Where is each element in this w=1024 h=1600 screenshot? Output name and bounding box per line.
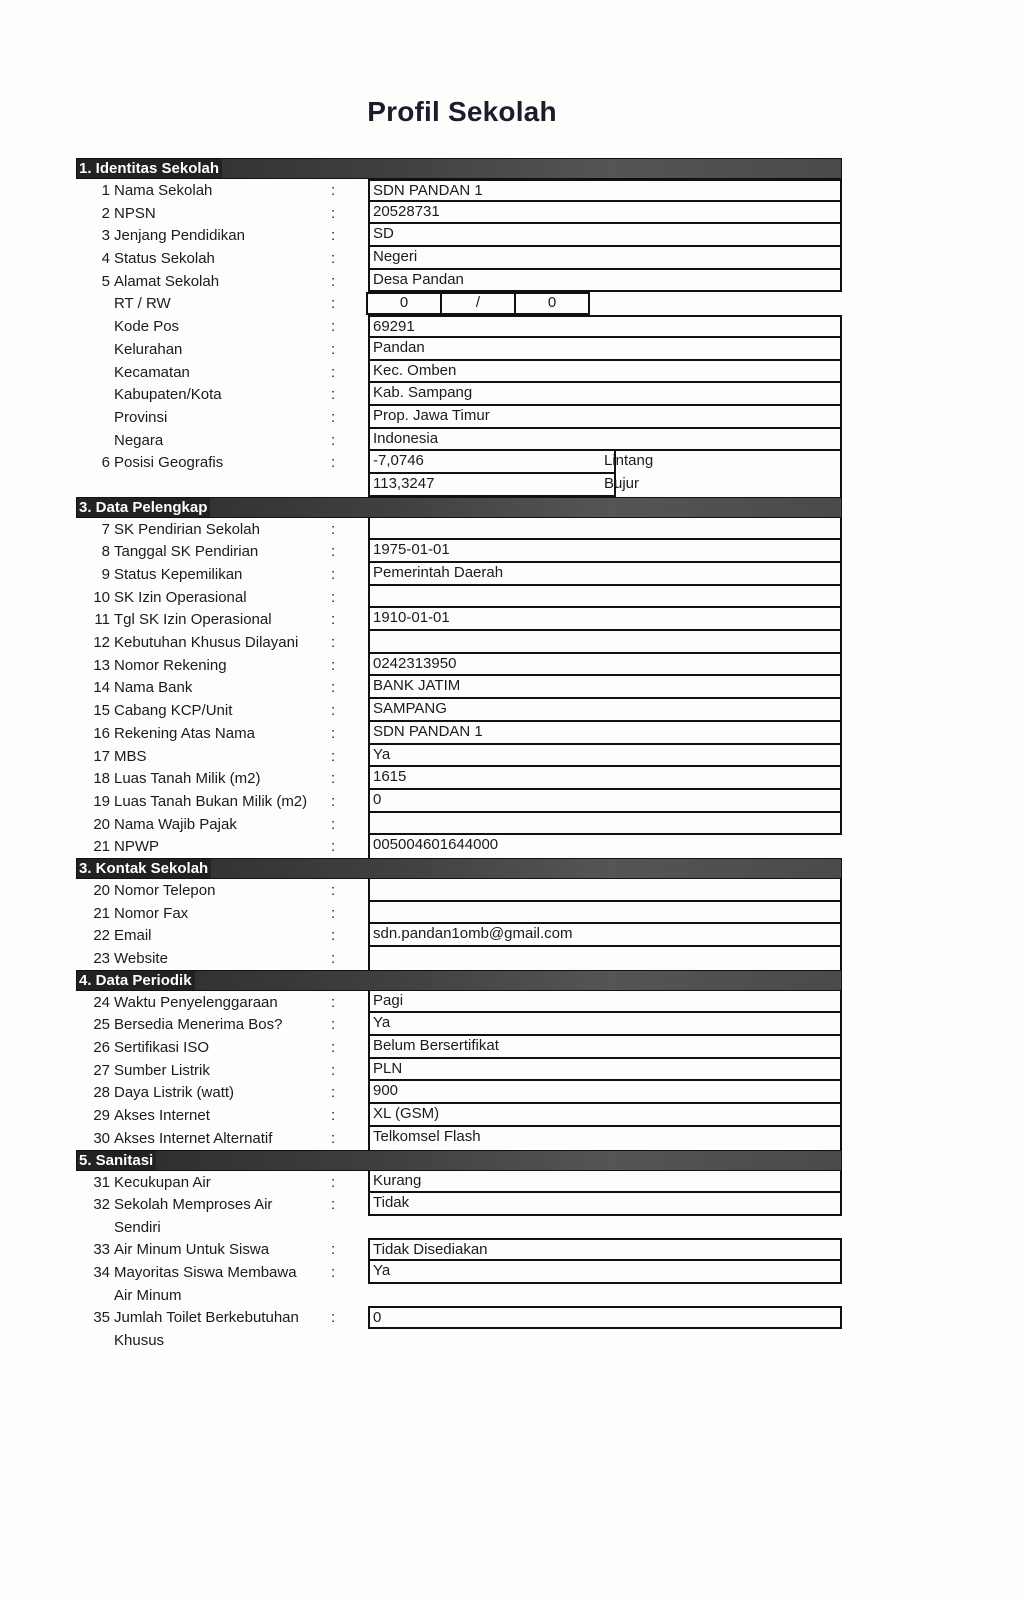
field-value: Tidak Disediakan xyxy=(368,1238,842,1261)
latitude-value: -7,0746 xyxy=(368,451,616,474)
field-value: 1615 xyxy=(368,767,842,790)
field-value: Ya xyxy=(368,1013,842,1036)
row-daya-listrik: 28 Daya Listrik (watt) : 900 xyxy=(76,1081,842,1104)
field-value: Negeri xyxy=(368,247,842,270)
profile-sheet xyxy=(76,158,842,1351)
row-bersedia-bos: 25 Bersedia Menerima Bos? : Ya xyxy=(76,1013,842,1036)
field-value: Kurang xyxy=(368,1171,842,1194)
section-header-data-pelengkap: 3. Data Pelengkap xyxy=(76,497,842,518)
field-value: Belum Bersertifikat xyxy=(368,1036,842,1059)
field-value: BANK JATIM xyxy=(368,676,842,699)
section-header-data-periodik: 4. Data Periodik xyxy=(76,970,842,991)
section-header-sanitasi: 5. Sanitasi xyxy=(76,1150,842,1171)
longitude-label: Bujur xyxy=(601,474,842,497)
row-kelurahan: Kelurahan : Pandan xyxy=(76,338,842,361)
row-kecamatan: Kecamatan : Kec. Omben xyxy=(76,361,842,384)
row-memproses-air: 32 Sekolah Memproses Air Sendiri : Tidak xyxy=(76,1193,842,1238)
field-value: Pagi xyxy=(368,991,842,1014)
row-tgl-sk-izin: 11 Tgl SK Izin Operasional : 1910-01-01 xyxy=(76,608,842,631)
rt-value: 0 xyxy=(366,292,442,315)
row-status-kepemilikan: 9 Status Kepemilikan : Pemerintah Daerah xyxy=(76,563,842,586)
field-value: Kab. Sampang xyxy=(368,383,842,406)
row-nama-bank: 14 Nama Bank : BANK JATIM xyxy=(76,676,842,699)
row-kebutuhan-khusus: 12 Kebutuhan Khusus Dilayani : xyxy=(76,631,842,654)
rw-value: 0 xyxy=(514,292,590,315)
field-value xyxy=(368,879,842,902)
field-value: SAMPANG xyxy=(368,699,842,722)
row-sumber-listrik: 27 Sumber Listrik : PLN xyxy=(76,1059,842,1082)
row-waktu-penyelenggaraan: 24 Waktu Penyelenggaraan : Pagi xyxy=(76,991,842,1014)
row-rekening-atas-nama: 16 Rekening Atas Nama : SDN PANDAN 1 xyxy=(76,722,842,745)
row-sk-izin: 10 SK Izin Operasional : xyxy=(76,586,842,609)
field-value: Tidak xyxy=(368,1193,842,1216)
rt-rw-separator: / xyxy=(440,292,516,315)
row-posisi-lintang: 6 Posisi Geografis : -7,0746 Lintang xyxy=(76,451,842,474)
row-cabang: 15 Cabang KCP/Unit : SAMPANG xyxy=(76,699,842,722)
field-value: 20528731 xyxy=(368,202,842,225)
field-value: PLN xyxy=(368,1059,842,1082)
row-luas-tanah-milik: 18 Luas Tanah Milik (m2) : 1615 xyxy=(76,767,842,790)
field-value: sdn.pandan1omb@gmail.com xyxy=(368,924,842,947)
page-title: Profil Sekolah xyxy=(367,96,557,127)
section-header-identitas: 1. Identitas Sekolah xyxy=(76,158,842,179)
row-website: 23 Website : xyxy=(76,947,842,970)
field-value: 0 xyxy=(368,1306,842,1329)
field-value: SDN PANDAN 1 xyxy=(368,179,842,202)
row-jenjang: 3 Jenjang Pendidikan : SD xyxy=(76,224,842,247)
field-value: Ya xyxy=(368,745,842,768)
row-luas-tanah-bukan-milik: 19 Luas Tanah Bukan Milik (m2) : 0 xyxy=(76,790,842,813)
row-telepon: 20 Nomor Telepon : xyxy=(76,879,842,902)
row-air-minum-siswa: 33 Air Minum Untuk Siswa : Tidak Disediakan xyxy=(76,1238,842,1261)
field-value: SD xyxy=(368,224,842,247)
row-npwp: 21 NPWP : 005004601644000 xyxy=(76,835,842,858)
row-akses-internet-alternatif: 30 Akses Internet Alternatif : Telkomsel Flash xyxy=(76,1127,842,1150)
field-value: Ya xyxy=(368,1261,842,1284)
row-siswa-membawa-air: 34 Mayoritas Siswa Membawa Air Minum : Ya xyxy=(76,1261,842,1306)
row-kode-pos: Kode Pos : 69291 xyxy=(76,315,842,338)
field-value xyxy=(368,518,842,541)
field-value: Pemerintah Daerah xyxy=(368,563,842,586)
section-header-kontak: 3. Kontak Sekolah xyxy=(76,858,842,879)
row-kabupaten: Kabupaten/Kota : Kab. Sampang xyxy=(76,383,842,406)
row-npsn: 2 NPSN : 20528731 xyxy=(76,202,842,225)
row-nomor-rekening: 13 Nomor Rekening : 0242313950 xyxy=(76,654,842,677)
field-value: Indonesia xyxy=(368,429,842,452)
field-value: Telkomsel Flash xyxy=(368,1127,842,1150)
rt-rw-fields xyxy=(368,292,590,315)
field-value xyxy=(368,947,842,970)
row-sertifikasi-iso: 26 Sertifikasi ISO : Belum Bersertifikat xyxy=(76,1036,842,1059)
field-value: Pandan xyxy=(368,338,842,361)
row-fax: 21 Nomor Fax : xyxy=(76,902,842,925)
field-value: 0 xyxy=(368,790,842,813)
field-value: 69291 xyxy=(368,315,842,338)
field-value xyxy=(368,902,842,925)
field-value: Kec. Omben xyxy=(368,361,842,384)
longitude-value: 113,3247 xyxy=(368,474,616,497)
row-provinsi: Provinsi : Prop. Jawa Timur xyxy=(76,406,842,429)
field-value: Prop. Jawa Timur xyxy=(368,406,842,429)
latitude-label: Lintang xyxy=(601,451,842,474)
field-value: 1910-01-01 xyxy=(368,608,842,631)
field-value: SDN PANDAN 1 xyxy=(368,722,842,745)
row-nama-wajib-pajak: 20 Nama Wajib Pajak : xyxy=(76,813,842,836)
row-mbs: 17 MBS : Ya xyxy=(76,745,842,768)
field-value: Desa Pandan xyxy=(368,270,842,293)
row-email: 22 Email : sdn.pandan1omb@gmail.com xyxy=(76,924,842,947)
row-status-sekolah: 4 Status Sekolah : Negeri xyxy=(76,247,842,270)
field-value: 1975-01-01 xyxy=(368,540,842,563)
field-value: XL (GSM) xyxy=(368,1104,842,1127)
row-sk-pendirian: 7 SK Pendirian Sekolah : xyxy=(76,518,842,541)
field-value xyxy=(368,586,842,609)
field-value: 0242313950 xyxy=(368,654,842,677)
row-posisi-bujur xyxy=(76,474,842,497)
field-value: 900 xyxy=(368,1081,842,1104)
field-value xyxy=(368,631,842,654)
field-value: 005004601644000 xyxy=(368,835,842,858)
row-rt-rw: RT / RW : 0 / 0 xyxy=(76,292,842,315)
row-toilet-berkebutuhan-khusus: 35 Jumlah Toilet Berkebutuhan Khusus : 0 xyxy=(76,1306,842,1351)
row-tanggal-sk: 8 Tanggal SK Pendirian : 1975-01-01 xyxy=(76,540,842,563)
row-alamat: 5 Alamat Sekolah : Desa Pandan xyxy=(76,270,842,293)
row-nama-sekolah: 1 Nama Sekolah : SDN PANDAN 1 xyxy=(76,179,842,202)
row-negara: Negara : Indonesia xyxy=(76,429,842,452)
field-value xyxy=(368,813,842,836)
row-kecukupan-air: 31 Kecukupan Air : Kurang xyxy=(76,1171,842,1194)
row-akses-internet: 29 Akses Internet : XL (GSM) xyxy=(76,1104,842,1127)
